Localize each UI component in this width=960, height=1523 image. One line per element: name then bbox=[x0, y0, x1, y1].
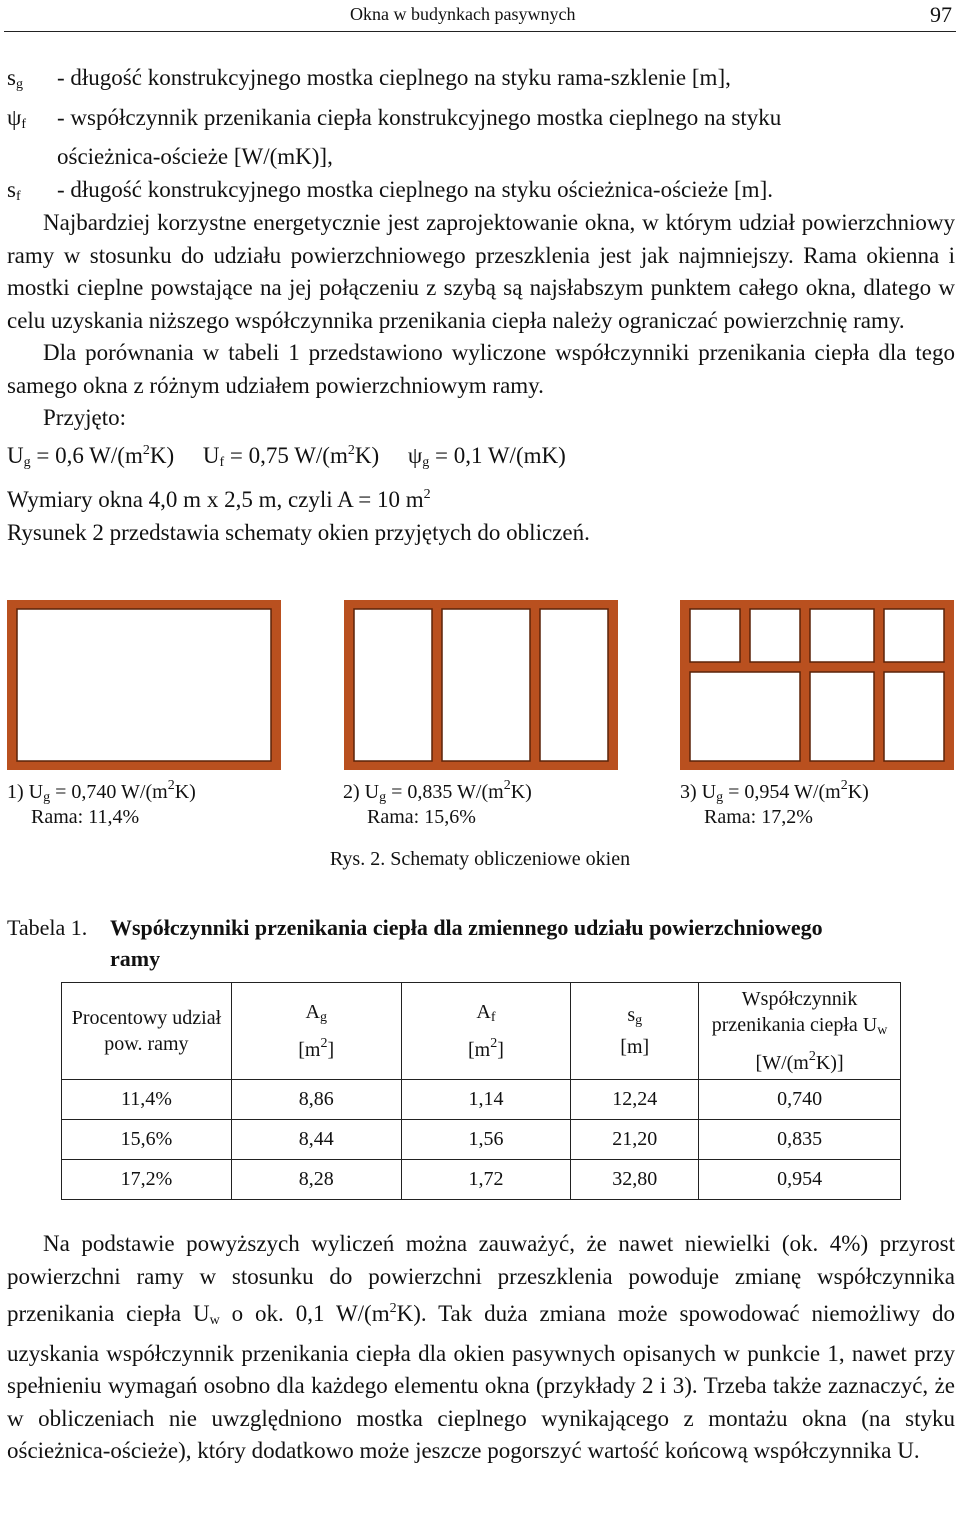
col-ag: $A_g$ $[m^2]$ bbox=[231, 983, 401, 1080]
window-schema-3 bbox=[680, 600, 954, 770]
running-title: Okna w budynkach pasywnych bbox=[350, 4, 576, 24]
window-2-pane bbox=[442, 609, 530, 761]
definition-sg: $s_g$ - długość konstrukcyjnego mostka cieplnego na styku rama-szklenie [m], bbox=[7, 65, 731, 92]
window-3-pane bbox=[690, 672, 800, 761]
figure-title: Rys. 2. Schematy obliczeniowe okien bbox=[329, 848, 631, 870]
col-af: $A_f$ $[m^2]$ bbox=[401, 983, 571, 1080]
window-1-pane bbox=[17, 609, 271, 761]
caption-2: 2) $U_g = 0,835$ $W/(m^2K)$ Rama: 15,6% bbox=[343, 778, 532, 828]
definitions-list bbox=[7, 62, 955, 213]
table-caption: Tabela 1. Współczynniki przenikania ciepła dla zmiennego udziału powierzchniowego ramy bbox=[7, 915, 823, 971]
window-3-pane bbox=[884, 672, 944, 761]
definition-sf: $s_f$ - długość konstrukcyjnego mostka cieplnego na styku ościeżnica-ościeże [m]. bbox=[7, 176, 773, 204]
window-schema-2 bbox=[344, 600, 618, 770]
col-uw: Współczynnik przenikania ciepła $U_w$ $[W/(m^2K)]$ bbox=[699, 983, 901, 1080]
table-row: 11,4% 8,86 1,14 12,24 0,740 bbox=[62, 1080, 901, 1120]
window-3-pane bbox=[884, 609, 944, 662]
coefficients-table bbox=[61, 982, 901, 1200]
caption-1: 1) $U_g = 0,740$ $W/(m^2K)$ Rama: 11,4% bbox=[7, 778, 196, 828]
window-2-pane bbox=[354, 609, 432, 761]
window-3-pane bbox=[690, 609, 740, 662]
header-rule bbox=[4, 31, 956, 32]
figure-reference: Rysunek 2 przedstawia schematy okien przyjętych do obliczeń. bbox=[7, 519, 590, 545]
main-text bbox=[7, 207, 955, 549]
assumed-label: Przyjęto: bbox=[43, 405, 127, 430]
col-frame-share: Procentowy udział pow. ramy bbox=[62, 983, 232, 1080]
window-2-pane bbox=[540, 609, 608, 761]
table-header-row bbox=[62, 983, 901, 1080]
definition-psif-cont: ościeżnica-ościeże [W/(mK)], bbox=[57, 144, 333, 169]
table-row: 17,2% 8,28 1,72 32,80 0,954 bbox=[62, 1160, 901, 1200]
window-3-pane bbox=[810, 609, 874, 662]
col-sg: $s_g$ [m] bbox=[571, 983, 699, 1080]
window-dimensions: Wymiary okna 4,0 m x 2,5 m, czyli A = 10 $m^2$ bbox=[7, 487, 431, 512]
table-row: 15,6% 8,44 1,56 21,20 0,835 bbox=[62, 1120, 901, 1160]
page-header bbox=[0, 0, 960, 32]
assumed-values: $U_g = 0,6$ $W/(m^2K)$ $U_f = 0,75$ $W/(m^2K)$ $\psi_g = 0,1$ W/(mK) bbox=[7, 442, 566, 470]
window-3-pane bbox=[810, 672, 874, 761]
definition-psif: $\psi_f$ - współczynnik przenikania ciepła konstrukcyjnego mostka cieplnego na styku bbox=[7, 104, 782, 132]
paragraph-2: Dla porównania w tabeli 1 przedstawiono wyliczone współczynniki przenikania ciepła dla tego samego okna z różnym udziałem powierzchniowym ramy. bbox=[7, 340, 955, 398]
paragraph-1: Najbardziej korzystne energetycznie jest zaprojektowanie okna, w którym udział powierzchniowy ramy w stosunku do udziału powierzchniowego przeszklenia jest jak najmniejszy. Rama okienna i mostki cieplne powstające na jej połączeniu z szybą są najsłabszym punktem całego okna, dlatego w celu uzyskania niższego współczynnika przenikania ciepła należy ograniczać powierzchnię ramy. bbox=[7, 210, 955, 333]
conclusion-text bbox=[7, 1228, 955, 1468]
caption-3: 3) $U_g = 0,954$ $W/(m^2K)$ Rama: 17,2% bbox=[680, 778, 869, 828]
page-number: 97 bbox=[930, 2, 952, 27]
window-schema-1 bbox=[7, 600, 281, 770]
window-schematics bbox=[0, 598, 960, 773]
window-3-pane bbox=[750, 609, 800, 662]
paragraph-3: Na podstawie powyższych wyliczeń można zauważyć, że nawet niewielki (ok. 4%) przyrost powierzchni ramy w stosunku do powierzchni przeszklenia powoduje zmianę współczynnika przenikania ciepła $U_w$ o ok. 0,1 $W/(m^2K)$. Tak duża zmiana może spowodować niemożliwy do uzyskania współczynnik przenikania ciepła dla okien pasywnych opisanych w punkcie 1, nawet przy spełnieniu wymagań osobno dla każdego elementu okna (przykłady 2 i 3). Trzeba także zaznaczyć, że w obliczeniach nie uwzględniono mostka cieplnego wynikającego z montażu okna (na styku ościeżnica-ościeże), który dodatkowo może jeszcze pogorszyć wartość końcową współczynnika U. bbox=[7, 1231, 955, 1463]
